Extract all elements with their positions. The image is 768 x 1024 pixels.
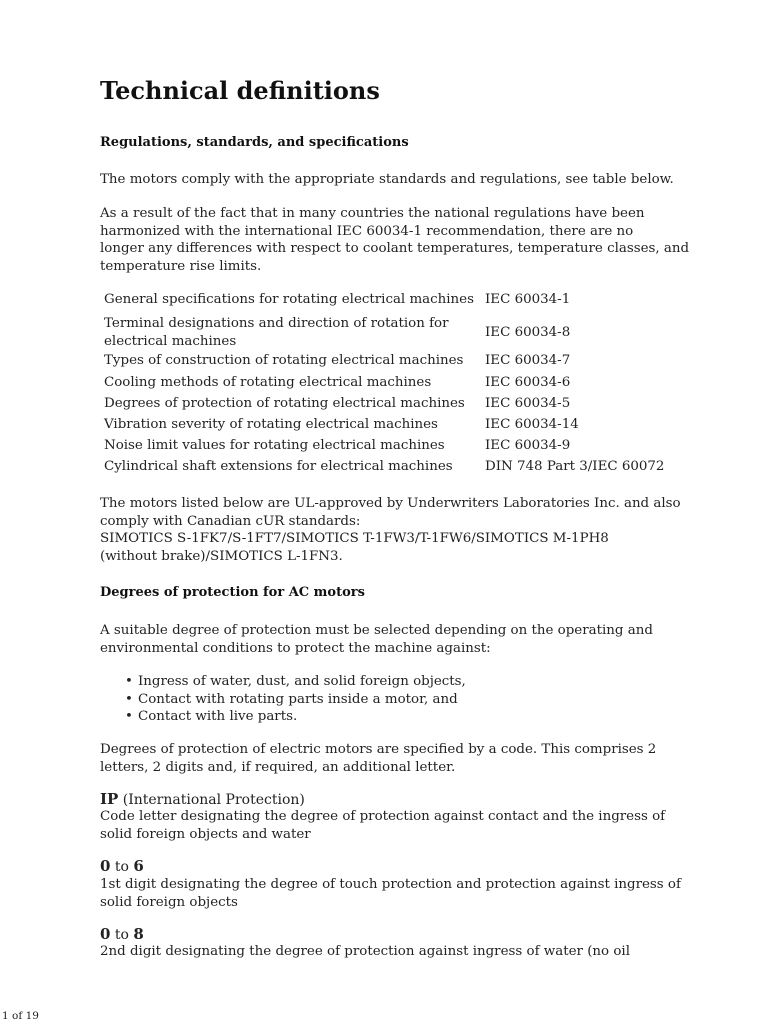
table-row: [104, 437, 694, 458]
protection-code-paragraph: [100, 741, 680, 776]
list-item: • Contact with live parts.: [125, 708, 466, 726]
cell-text: Cooling methods of rotating electrical machines: [104, 375, 432, 390]
range-word: to: [110, 859, 134, 875]
definition-term-ip: [100, 790, 305, 808]
range-word: to: [110, 927, 134, 943]
cell-text: electrical machines: [104, 333, 237, 349]
list-item: • Ingress of water, dust, and solid foreign objects,: [125, 673, 466, 691]
text-line: harmonized with the international IEC 60034-1 recommendation, there are no: [100, 223, 634, 239]
table-cell-description: [104, 395, 474, 413]
page-indicator: 1 of 19: [2, 1010, 39, 1022]
cell-text: Cylindrical shaft extensions for electrical machines: [104, 459, 453, 474]
table-cell-description: [104, 291, 474, 309]
text-line: The motors comply with the appropriate standards and regulations, see table below.: [100, 172, 674, 187]
protection-bullet-list: [125, 673, 466, 726]
digit-end: 6: [133, 857, 144, 875]
table-cell-standard: IEC 60034-9: [485, 438, 571, 453]
table-cell-description: [104, 416, 474, 434]
text-line: A suitable degree of protection must be selected depending on the operating and: [100, 623, 653, 638]
definition-term-first-digit: [100, 857, 144, 875]
ul-approval-paragraph: [100, 495, 680, 565]
table-row: [104, 352, 694, 374]
table-row: [104, 312, 694, 352]
page-title: Technical definitions: [100, 76, 380, 105]
text-line: As a result of the fact that in many countries the national regulations have been: [100, 206, 645, 221]
cell-text: Terminal designations and direction of rotation for: [104, 316, 449, 331]
digit-start: 0: [100, 857, 111, 875]
cell-text: Degrees of protection of rotating electrical machines: [104, 396, 465, 411]
protection-intro-paragraph: [100, 622, 680, 657]
text-line: 1st digit designating the degree of touch protection and protection against ingress of: [100, 877, 681, 892]
table-cell-standard: IEC 60034-7: [485, 353, 571, 368]
definition-text-ip: [100, 808, 680, 843]
table-cell-description: [104, 374, 474, 392]
table-row: [104, 374, 694, 395]
definition-text-second-digit: [100, 943, 680, 961]
text-line: Code letter designating the degree of protection against contact and the ingress of: [100, 809, 666, 824]
section-heading-regulations: Regulations, standards, and specifications: [100, 135, 409, 150]
table-row: [104, 291, 694, 312]
cell-text: General specifications for rotating electrical machines: [104, 292, 474, 307]
digit-start: 0: [100, 925, 111, 943]
table-cell-standard: IEC 60034-6: [485, 375, 571, 390]
harmonization-paragraph: [100, 205, 690, 275]
text-line: SIMOTICS S-1FK7/S-1FT7/SIMOTICS T-1FW3/T-1FW6/SIMOTICS M-1PH8: [100, 531, 609, 546]
regulations-intro-paragraph: [100, 171, 680, 189]
definition-term-second-digit: [100, 925, 144, 943]
text-line: solid foreign objects: [100, 894, 238, 910]
text-line: (without brake)/SIMOTICS L-1FN3.: [100, 548, 343, 564]
table-cell-standard: IEC 60034-14: [485, 417, 579, 432]
text-line: Degrees of protection of electric motors are specified by a code. This comprises 2: [100, 742, 657, 757]
table-cell-description: [104, 437, 474, 455]
cell-text: Noise limit values for rotating electrical machines: [104, 438, 445, 453]
table-cell-description: [104, 315, 474, 350]
code-description: (International Protection): [118, 792, 305, 808]
table-cell-description: [104, 458, 474, 476]
list-item: • Contact with rotating parts inside a motor, and: [125, 691, 466, 709]
text-line: The motors listed below are UL-approved by Underwriters Laboratories Inc. and also: [100, 496, 681, 511]
text-line: environmental conditions to protect the machine against:: [100, 640, 491, 656]
table-cell-standard: IEC 60034-1: [485, 292, 571, 307]
table-row: [104, 458, 694, 479]
text-line: solid foreign objects and water: [100, 826, 311, 842]
standards-table: [104, 291, 694, 479]
code-letters: IP: [100, 790, 119, 808]
section-heading-degrees-of-protection: Degrees of protection for AC motors: [100, 585, 365, 600]
cell-text: Vibration severity of rotating electrical machines: [104, 417, 438, 432]
table-row: [104, 395, 694, 416]
table-cell-standard: DIN 748 Part 3/IEC 60072: [485, 459, 665, 474]
table-cell-standard: IEC 60034-5: [485, 396, 571, 411]
text-line: letters, 2 digits and, if required, an additional letter.: [100, 759, 456, 775]
text-line: longer any differences with respect to coolant temperatures, temperature classes, and: [100, 241, 690, 256]
text-line: 2nd digit designating the degree of protection against ingress of water (no oil: [100, 944, 630, 959]
cell-text: Types of construction of rotating electrical machines: [104, 353, 464, 368]
table-cell-description: [104, 352, 474, 370]
table-cell-standard: IEC 60034-8: [485, 325, 571, 340]
text-line: comply with Canadian cUR standards:: [100, 513, 361, 529]
definition-text-first-digit: [100, 876, 680, 911]
text-line: temperature rise limits.: [100, 258, 262, 274]
digit-end: 8: [133, 925, 144, 943]
table-row: [104, 416, 694, 437]
